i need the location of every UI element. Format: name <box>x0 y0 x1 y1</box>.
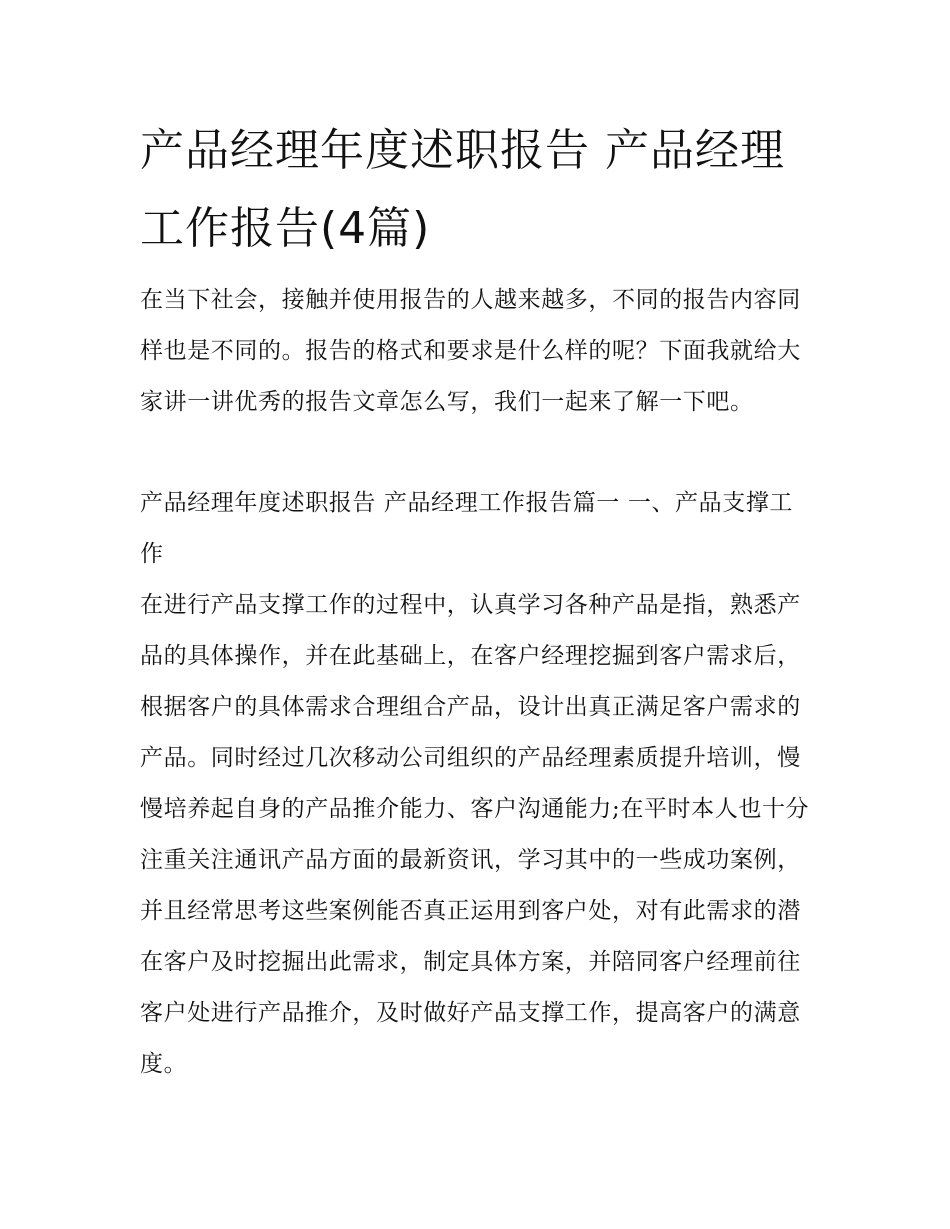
body-paragraph: 在进行产品支撑工作的过程中，认真学习各种产品是指，熟悉产品的具体操作，并在此基础上，在客户经理挖掘到客户需求后，根据客户的具体需求合理组合产品，设计出真正满足客户需求的产品。同时经过几次移动公司组织的产品经理素质提升培训，慢慢培养起自身的产品推介能力、客户沟通能力;在平时本人也十分注重关注通讯产品方面的最新资讯，学习其中的一些成功案例，并且经常思考这些案例能否真正运用到客户处，对有此需求的潜在客户及时挖掘出此需求，制定具体方案，并陪同客户经理前往客户处进行产品推介，及时做好产品支撑工作，提高客户的满意度。 <box>140 592 810 1077</box>
document-title: 产品经理年度述职报告 产品经理工作报告(4篇) <box>140 125 785 254</box>
intro-paragraph: 在当下社会，接触并使用报告的人越来越多，不同的报告内容同样也是不同的。报告的格式和要求是什么样的呢？下面我就给大家讲一讲优秀的报告文章怎么写，我们一起来了解一下吧。 <box>140 287 801 415</box>
section-heading-paragraph: 产品经理年度述职报告 产品经理工作报告篇一 一、产品支撑工作 <box>140 490 794 567</box>
